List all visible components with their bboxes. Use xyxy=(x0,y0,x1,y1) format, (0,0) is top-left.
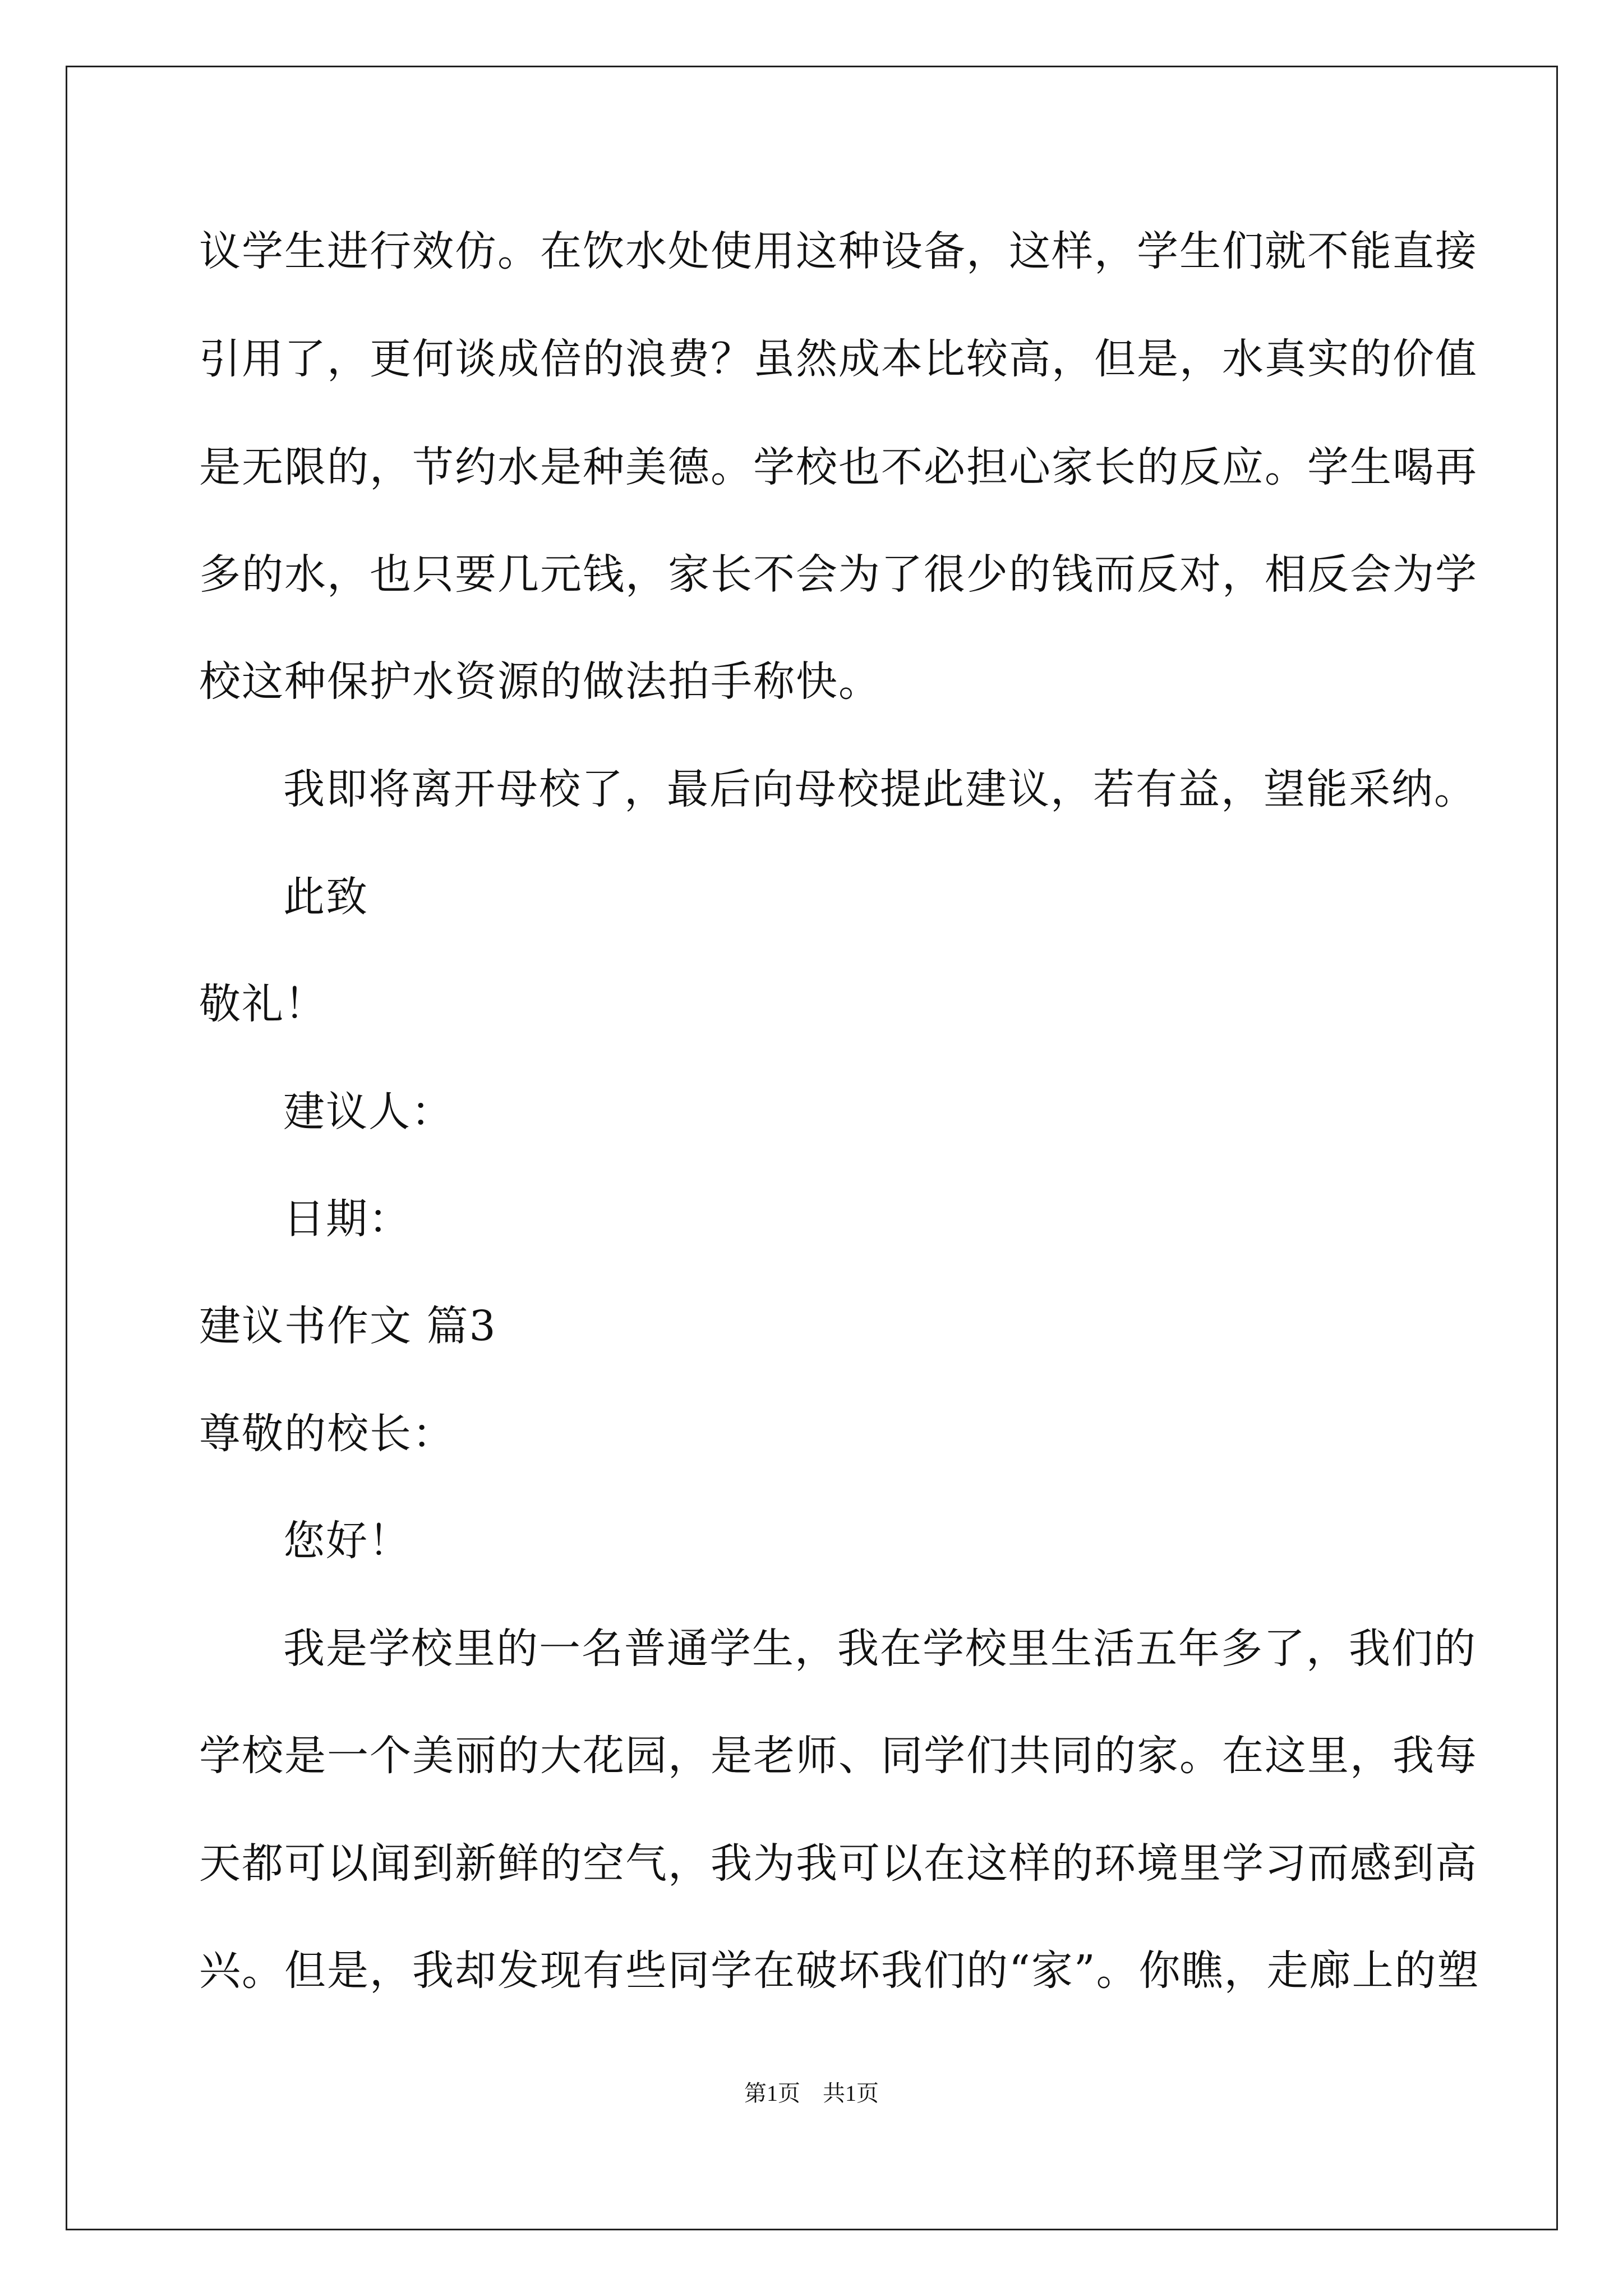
body-line-3: 是无限的，节约水是种美德。学校也不必担心家长的反应。学生喝再 xyxy=(199,443,1478,491)
body-line-14: 我是学校里的一名普通学生，我在学校里生活五年多了，我们的 xyxy=(283,1625,1477,1673)
body-line-17: 兴。但是，我却发现有些同学在破坏我们的“家”。你瞧，走廊上的塑 xyxy=(199,1947,1480,1995)
page-border xyxy=(66,66,1558,2230)
page-number: 第1页 xyxy=(744,2081,800,2106)
body-line-2: 引用了，更何谈成倍的浪费？虽然成本比较高，但是，水真实的价值 xyxy=(199,335,1478,383)
page-total: 共1页 xyxy=(823,2081,879,2106)
closing-jingli: 敬礼！ xyxy=(199,980,327,1028)
signature-proposer: 建议人： xyxy=(283,1088,454,1136)
body-line-1: 议学生进行效仿。在饮水处使用这种设备，这样，学生们就不能直接 xyxy=(199,227,1478,275)
section-heading: 建议书作文 篇3 xyxy=(199,1302,497,1350)
body-line-4: 多的水，也只要几元钱，家长不会为了很少的钱而反对，相反会为学 xyxy=(199,550,1478,599)
signature-date: 日期： xyxy=(283,1195,411,1243)
body-line-5: 校这种保护水资源的做法拍手称快。 xyxy=(199,657,881,706)
paragraph-farewell: 我即将离开母校了，最后向母校提此建议，若有益，望能采纳。 xyxy=(283,765,1477,813)
page-footer xyxy=(0,2082,1623,2105)
greeting: 您好！ xyxy=(283,1517,411,1565)
closing-cizhi: 此致 xyxy=(283,873,368,921)
body-line-16: 天都可以闻到新鲜的空气，我为我可以在这样的环境里学习而感到高 xyxy=(199,1839,1478,1888)
salutation: 尊敬的校长： xyxy=(199,1410,455,1458)
body-line-15: 学校是一个美丽的大花园，是老师、同学们共同的家。在这里，我每 xyxy=(199,1732,1478,1780)
